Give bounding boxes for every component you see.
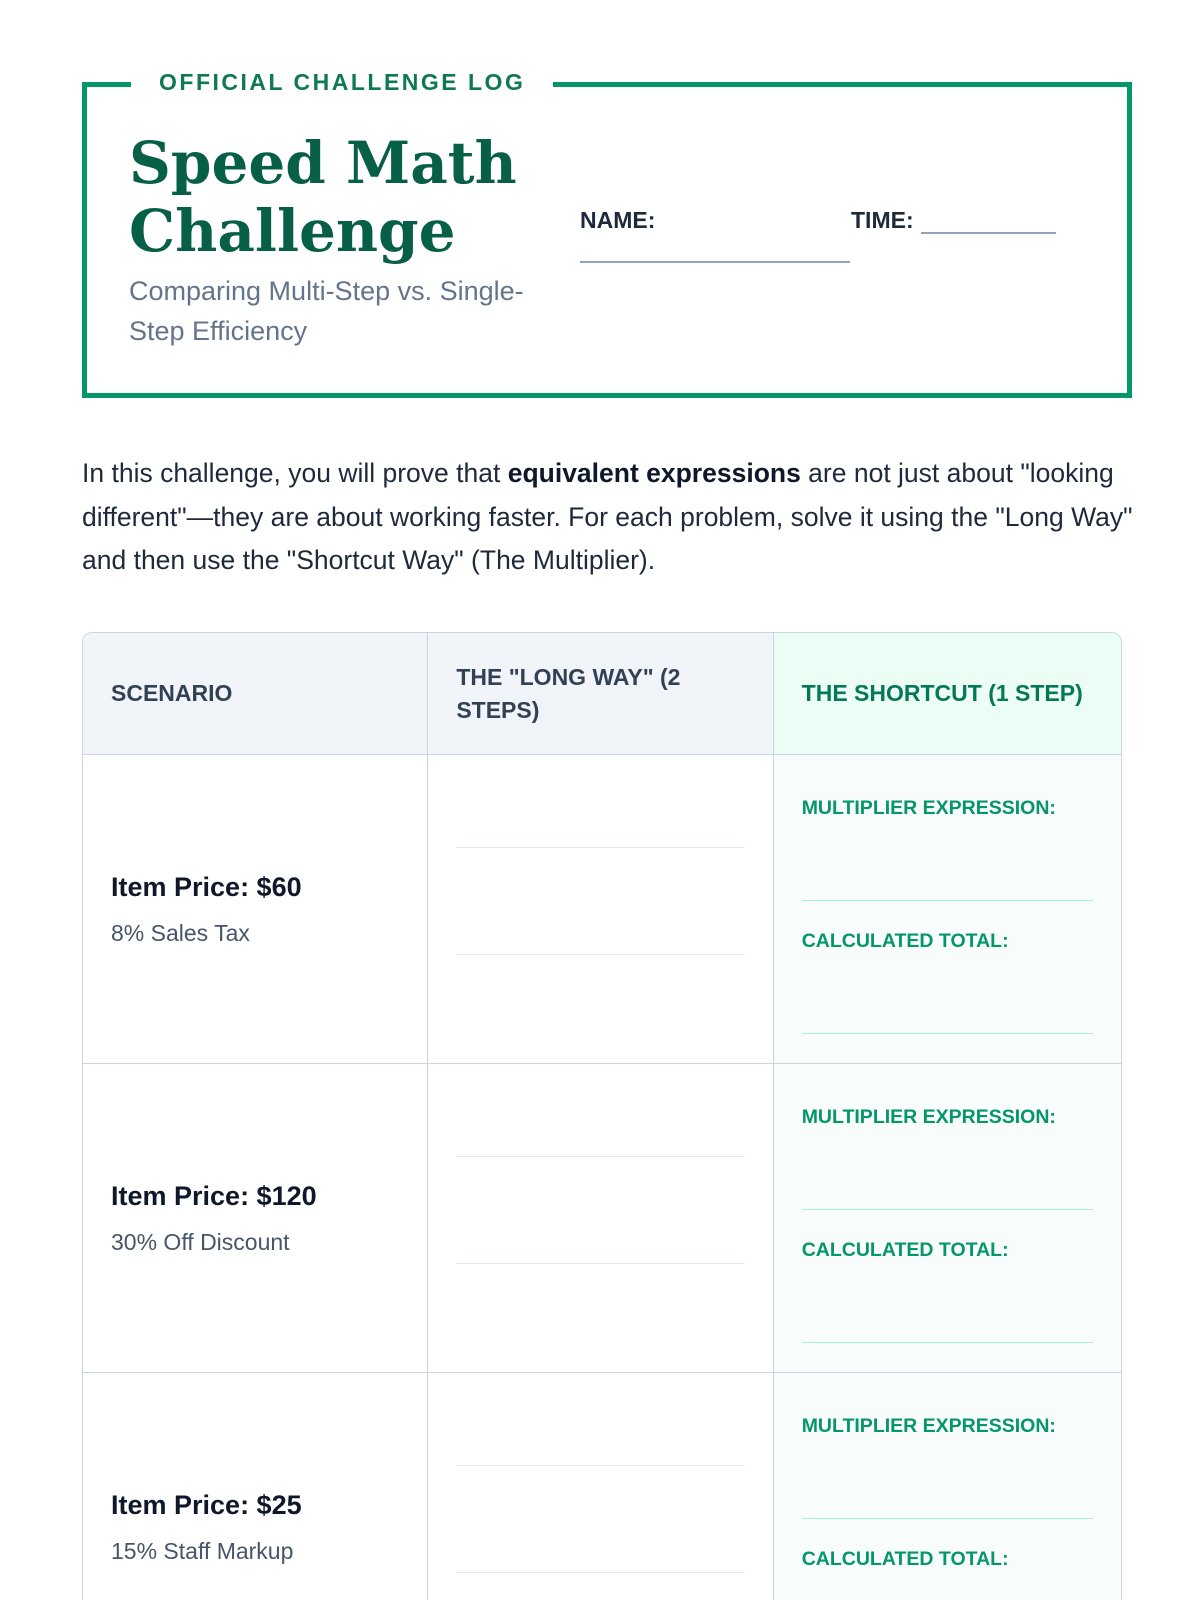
long-way-cell[interactable] — [428, 755, 773, 1063]
page-subtitle: Comparing Multi-Step vs. Single-Step Efficiency — [129, 276, 524, 346]
header-scenario: SCENARIO — [83, 633, 428, 754]
name-label: NAME: — [580, 207, 656, 233]
item-price: Item Price: $120 — [111, 1181, 317, 1211]
table-header-row — [83, 633, 1121, 755]
intro-text-end: are not just about "looking different"—they are about working faster. For each problem, solve it using the "Long Way" and then use the "Shortcut Way" (The Multiplier). — [82, 458, 1133, 575]
long-way-cell[interactable] — [428, 1373, 773, 1600]
multiplier-answer-line — [802, 900, 1093, 901]
shortcut-cell[interactable] — [774, 1064, 1121, 1372]
answer-line — [456, 847, 744, 848]
multiplier-answer-line — [802, 1518, 1093, 1519]
shortcut-cell[interactable] — [774, 755, 1121, 1063]
scenario-cell — [83, 1064, 428, 1372]
item-detail: 30% Off Discount — [111, 1229, 290, 1255]
answer-line — [456, 1156, 744, 1157]
challenge-table — [82, 632, 1122, 1600]
header-long-way: THE "LONG WAY" (2 STEPS) — [428, 633, 773, 754]
table-row — [83, 1373, 1121, 1600]
challenge-log-badge: OFFICIAL CHALLENGE LOG — [131, 65, 553, 99]
multiplier-answer-line — [802, 1209, 1093, 1210]
table-row — [83, 755, 1121, 1064]
item-detail: 15% Staff Markup — [111, 1538, 294, 1564]
header-box — [82, 69, 1132, 398]
intro-text-start: In this challenge, you will prove that — [82, 458, 508, 488]
answer-line — [456, 954, 744, 955]
item-detail: 8% Sales Tax — [111, 920, 250, 946]
time-field[interactable] — [851, 207, 1061, 234]
item-price: Item Price: $60 — [111, 872, 302, 902]
answer-line — [456, 1263, 744, 1264]
page-title: Speed Math Challenge — [129, 129, 517, 265]
answer-line — [456, 1572, 744, 1573]
multiplier-expression-label: MULTIPLIER EXPRESSION: — [801, 797, 1056, 819]
calculated-total-label: CALCULATED TOTAL: — [801, 930, 1009, 952]
header-shortcut: THE SHORTCUT (1 STEP) — [774, 633, 1121, 754]
time-blank-line — [921, 232, 1056, 234]
answer-line — [456, 1465, 744, 1466]
long-way-cell[interactable] — [428, 1064, 773, 1372]
calculated-total-label: CALCULATED TOTAL: — [801, 1239, 1009, 1261]
intro-bold-term: equivalent expressions — [507, 458, 801, 488]
calculated-total-label: CALCULATED TOTAL: — [801, 1548, 1009, 1570]
total-answer-line — [802, 1342, 1093, 1343]
item-price: Item Price: $25 — [111, 1490, 302, 1520]
time-label: TIME: — [851, 207, 914, 233]
scenario-cell — [83, 1373, 428, 1600]
scenario-cell — [83, 755, 428, 1063]
total-answer-line — [802, 1033, 1093, 1034]
intro-paragraph — [82, 452, 1142, 583]
shortcut-cell[interactable] — [774, 1373, 1121, 1600]
name-field[interactable] — [580, 207, 850, 263]
multiplier-expression-label: MULTIPLIER EXPRESSION: — [801, 1415, 1056, 1437]
table-row — [83, 1064, 1121, 1373]
multiplier-expression-label: MULTIPLIER EXPRESSION: — [801, 1106, 1056, 1128]
